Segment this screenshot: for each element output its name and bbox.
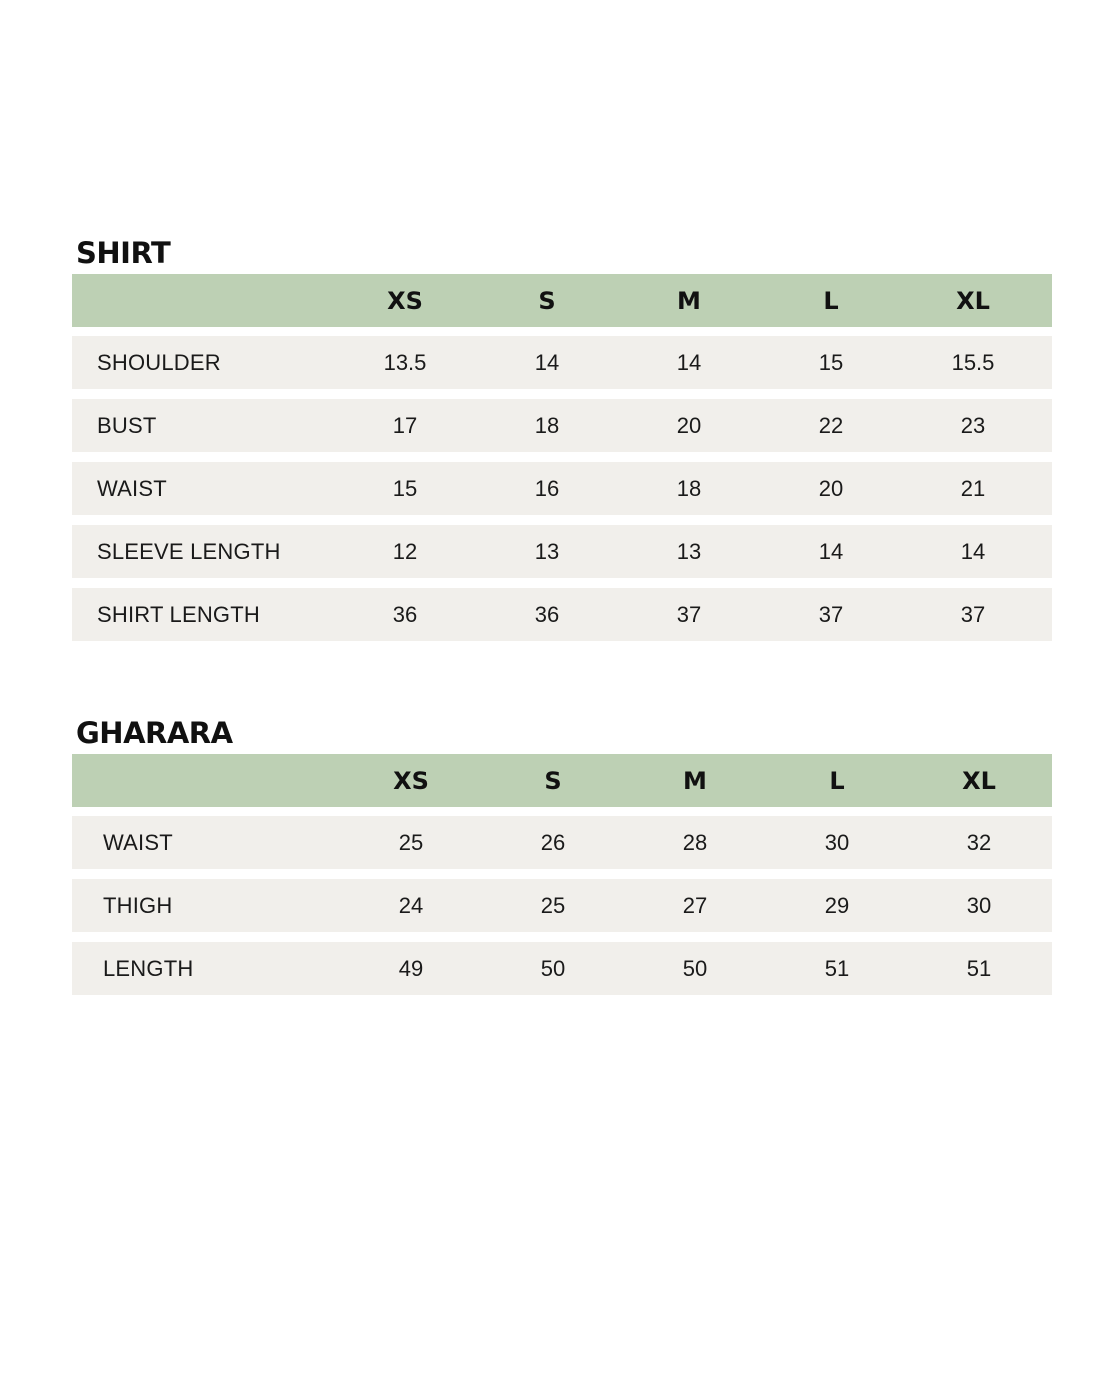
table-row: [72, 462, 1052, 515]
table-row: [72, 525, 1052, 578]
gharara-section-title: GHARARA: [76, 716, 233, 750]
size-header-xl: XL: [962, 766, 996, 795]
table-cell: 15: [818, 349, 844, 375]
table-row: [72, 336, 1052, 389]
size-header-m: M: [677, 286, 701, 315]
table-cell: 15: [392, 475, 418, 501]
table-cell: 37: [960, 601, 986, 627]
table-cell: 16: [534, 475, 560, 501]
table-cell: 37: [676, 601, 702, 627]
table-cell: 15.5: [951, 349, 995, 375]
row-label: BUST: [97, 412, 157, 438]
shirt-size-table: [72, 274, 1052, 641]
table-cell: 20: [676, 412, 702, 438]
row-label: LENGTH: [103, 955, 194, 981]
size-header-s: S: [544, 766, 562, 795]
table-cell: 14: [676, 349, 702, 375]
table-cell: 49: [398, 955, 424, 981]
gharara-size-section: [72, 710, 1052, 1005]
table-cell: 50: [682, 955, 708, 981]
table-cell: 36: [392, 601, 418, 627]
row-label: SHIRT LENGTH: [97, 601, 260, 627]
table-cell: 14: [818, 538, 844, 564]
table-cell: 13.5: [383, 349, 427, 375]
size-header-s: S: [538, 286, 556, 315]
table-cell: 51: [966, 955, 992, 981]
row-label: SLEEVE LENGTH: [97, 538, 281, 564]
row-label: WAIST: [97, 475, 167, 501]
table-cell: 32: [966, 829, 992, 855]
table-cell: 17: [392, 412, 418, 438]
table-cell: 14: [960, 538, 986, 564]
table-cell: 12: [392, 538, 418, 564]
size-header-xs: XS: [393, 766, 429, 795]
table-cell: 21: [960, 475, 986, 501]
row-label: THIGH: [103, 892, 173, 918]
table-cell: 36: [534, 601, 560, 627]
table-cell: 13: [676, 538, 702, 564]
table-row: [72, 879, 1052, 932]
table-cell: 30: [966, 892, 992, 918]
table-cell: 20: [818, 475, 844, 501]
gharara-size-table: [72, 754, 1052, 995]
table-cell: 28: [682, 829, 708, 855]
table-cell: 18: [534, 412, 560, 438]
table-cell: 22: [818, 412, 844, 438]
table-cell: 51: [824, 955, 850, 981]
shirt-header-row: [72, 274, 1052, 327]
table-cell: 23: [960, 412, 986, 438]
table-cell: 13: [534, 538, 560, 564]
table-row: [72, 942, 1052, 995]
row-label: SHOULDER: [97, 349, 221, 375]
size-header-xl: XL: [956, 286, 990, 315]
table-row: [72, 816, 1052, 869]
table-cell: 30: [824, 829, 850, 855]
table-cell: 27: [682, 892, 708, 918]
table-cell: 18: [676, 475, 702, 501]
table-cell: 24: [398, 892, 424, 918]
table-cell: 25: [540, 892, 566, 918]
size-header-xs: XS: [387, 286, 423, 315]
shirt-size-section: [72, 230, 1052, 651]
table-row: [72, 588, 1052, 641]
table-cell: 50: [540, 955, 566, 981]
table-cell: 29: [824, 892, 850, 918]
table-row: [72, 399, 1052, 452]
size-header-m: M: [683, 766, 707, 795]
shirt-section-title: SHIRT: [76, 236, 171, 270]
table-cell: 25: [398, 829, 424, 855]
size-header-l: L: [829, 766, 845, 795]
gharara-header-row: [72, 754, 1052, 807]
table-cell: 14: [534, 349, 560, 375]
table-cell: 37: [818, 601, 844, 627]
row-label: WAIST: [103, 829, 173, 855]
table-cell: 26: [540, 829, 566, 855]
size-header-l: L: [823, 286, 839, 315]
